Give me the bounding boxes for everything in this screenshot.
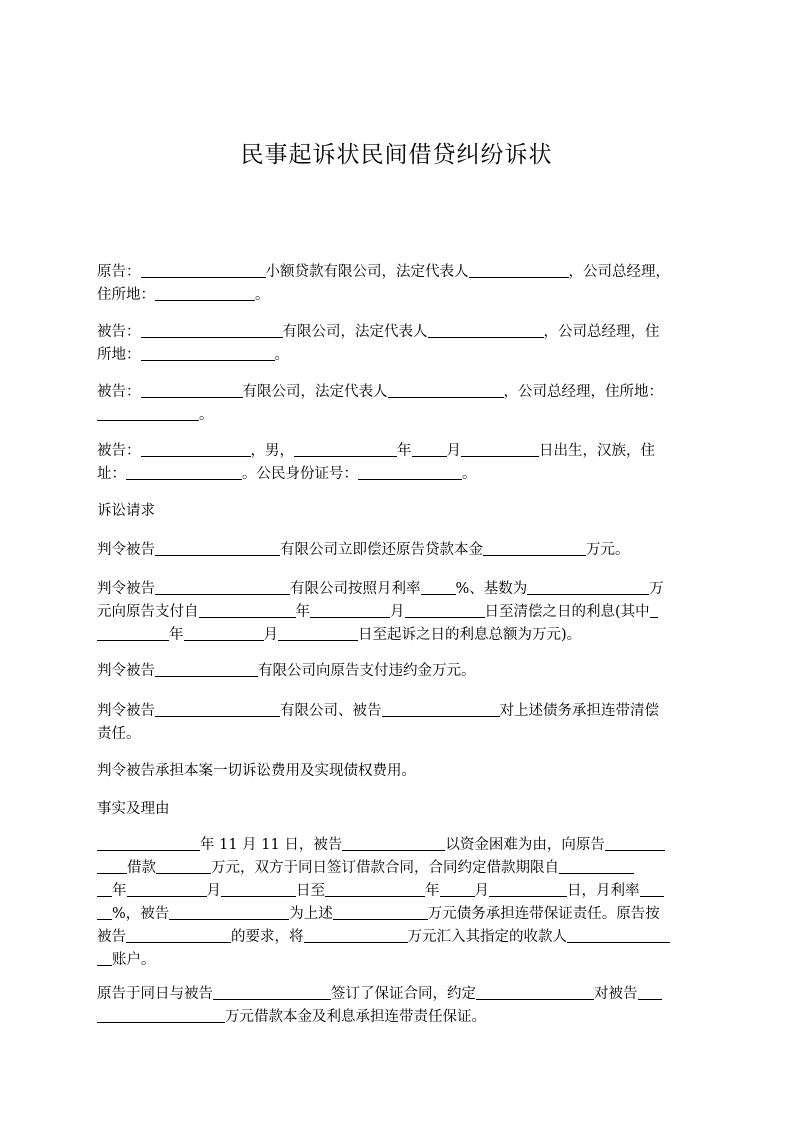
id-number-blank[interactable] [358, 464, 462, 480]
monthly-rate-blank[interactable] [421, 579, 456, 595]
fact-text: 万元借款本金及利息承担连带责任保证。 [225, 1009, 486, 1025]
claim-text: 责任。 [97, 726, 141, 742]
claim3-paragraph [97, 660, 697, 683]
defendant1-name-blank[interactable] [141, 322, 283, 338]
defendant3-name-blank[interactable] [141, 441, 251, 457]
defendant1-label: 被告： [97, 324, 141, 340]
defendant3-text: 日出生，汉族，住 [539, 443, 655, 459]
fact-text: %，被告 [112, 906, 170, 922]
birth-year-blank[interactable] [294, 441, 397, 457]
interest-note-blank[interactable] [650, 602, 658, 618]
rate-blank-cont[interactable] [97, 904, 112, 920]
section-heading: 事实及理由 [97, 801, 170, 817]
plaintiff-paragraph [97, 261, 697, 307]
claim-text: 判令被告 [97, 581, 155, 597]
term-start-day-blank[interactable] [221, 881, 296, 897]
term-start-month-blank[interactable] [127, 881, 207, 897]
claim5-paragraph [97, 760, 697, 783]
fact-plaintiff-blank-cont[interactable] [97, 858, 127, 874]
plaintiff-text: ，公司总经理， [568, 264, 670, 280]
fact-text: 日至 [296, 883, 325, 899]
claim-text: 判令被告 [97, 663, 155, 679]
defendant3-address-label: 址： [97, 466, 126, 482]
claim-text: 日至起诉之日的利息总额为万元)。 [358, 627, 582, 643]
claim4-guarantor-blank[interactable] [382, 701, 500, 717]
term-end-day-blank[interactable] [489, 881, 567, 897]
payee-blank[interactable] [567, 927, 670, 943]
plaintiff-text: 小额贷款有限公司，法定代表人 [265, 264, 469, 280]
term-start-blank-cont[interactable] [97, 881, 112, 897]
claim-text: 万元。 [586, 542, 630, 558]
interest-note-year-blank[interactable] [97, 625, 169, 641]
claim3-defendant-blank[interactable] [155, 661, 258, 677]
month-label: 月 [474, 883, 489, 899]
defendant2-representative-blank[interactable] [388, 382, 504, 398]
defendant2-text: 有限公司，法定代表人 [242, 384, 388, 400]
facts-heading [97, 798, 697, 821]
plaintiff-address-label: 住所地： [97, 287, 155, 303]
loan-year-blank[interactable] [97, 835, 200, 851]
term-start-blank[interactable] [559, 858, 634, 874]
punctuation: 。 [274, 347, 289, 363]
fact-text: 以资金困难为由，向原告 [445, 837, 605, 853]
fact2-paragraph [97, 983, 697, 1029]
defendant2-text: ，公司总经理，住所地： [503, 384, 663, 400]
defendant3-label: 被告： [97, 443, 141, 459]
term-end-year-blank[interactable] [325, 881, 425, 897]
fact-text: 万元汇入其指定的收款人 [407, 929, 567, 945]
document-title: 民事起诉状民间借贷纠纷诉状 [240, 142, 553, 168]
fact-text: 万元，双方于同日签订借款合同，合同约定借款期限自 [211, 860, 559, 876]
interest-start-year-blank[interactable] [199, 602, 296, 618]
claim2-paragraph [97, 578, 697, 647]
fact-text: 对被告 [594, 986, 638, 1002]
birth-month-blank[interactable] [412, 441, 447, 457]
fact-text: 借款 [127, 860, 156, 876]
claim-text: 万 [649, 581, 664, 597]
year-label: 年 [397, 443, 412, 459]
claim-text: 判令被告 [97, 703, 155, 719]
claim-text: 判令被告 [97, 542, 155, 558]
defendant1-address-blank[interactable] [141, 345, 275, 361]
transfer-amount-blank[interactable] [304, 927, 408, 943]
payee-blank-cont[interactable] [97, 950, 112, 966]
year-label: 年 [425, 883, 440, 899]
fact-plaintiff-blank[interactable] [605, 835, 665, 851]
defendant1-representative-blank[interactable] [428, 322, 544, 338]
defendant1-text: 有限公司，法定代表人 [282, 324, 428, 340]
guarantee-party-blank[interactable] [476, 984, 594, 1000]
claim-text: %、基数为 [455, 581, 528, 597]
claim-text: 有限公司立即偿还原告贷款本金 [280, 542, 483, 558]
interest-start-day-blank[interactable] [405, 602, 485, 618]
fact-text: 原告于同日与被告 [97, 986, 213, 1002]
guaranteed-defendant-blank[interactable] [638, 984, 662, 1000]
claim-text: 有限公司、被告 [280, 703, 382, 719]
month-label: 月 [390, 604, 405, 620]
claim-text: 判令被告承担本案一切诉讼费用及实现债权费用。 [97, 763, 416, 779]
plaintiff-name-blank[interactable] [141, 262, 266, 278]
requesting-defendant-blank[interactable] [126, 927, 231, 943]
defendant2-address-blank[interactable] [97, 405, 199, 421]
claim1-paragraph [97, 539, 697, 562]
fact-text: 日，月利率 [567, 883, 640, 899]
fact-defendant-blank[interactable] [342, 835, 445, 851]
claim-text: 有限公司向原告支付违约金万元。 [258, 663, 476, 679]
claim-text: 日至清偿之日的利息(其中 [484, 604, 650, 620]
defendant3-address-blank[interactable] [126, 464, 242, 480]
fact-text: 签订了保证合同，约定 [331, 986, 476, 1002]
fact-text: 的要求，将 [231, 929, 304, 945]
defendant1-paragraph [97, 321, 697, 367]
defendant3-paragraph [97, 440, 697, 486]
fact1-paragraph [97, 834, 697, 972]
claim-text: 元向原告支付自 [97, 604, 199, 620]
claim4-paragraph [97, 700, 697, 746]
claim-text: 对上述债务承担连带清偿 [499, 703, 659, 719]
loan-amount-blank[interactable] [156, 858, 211, 874]
defendant2-label: 被告： [97, 384, 141, 400]
punctuation: 。 [462, 466, 477, 482]
fact-text: 被告 [97, 929, 126, 945]
year-label: 年 [169, 627, 184, 643]
guaranteed-amount-blank[interactable] [97, 1007, 225, 1023]
rate-blank[interactable] [640, 881, 664, 897]
claim2-defendant-blank[interactable] [155, 579, 290, 595]
fact-text: 为上述 [289, 906, 333, 922]
month-label: 月 [446, 443, 461, 459]
defendant3-text: ，男， [250, 443, 294, 459]
claim4-defendant-blank[interactable] [155, 701, 280, 717]
fact-text: 万元债务承担连带保证责任。原告按 [427, 906, 660, 922]
month-label: 月 [263, 627, 278, 643]
term-end-month-blank[interactable] [440, 881, 475, 897]
section-heading: 诉讼请求 [97, 503, 155, 519]
month-label: 月 [206, 883, 221, 899]
punctuation: 。 [255, 287, 270, 303]
defendant1-text: ，公司总经理，住 [543, 324, 660, 340]
contract-guarantor-blank[interactable] [213, 984, 331, 1000]
principal-blank[interactable] [483, 540, 586, 556]
debt-amount-blank[interactable] [333, 904, 428, 920]
defendant2-name-blank[interactable] [141, 382, 243, 398]
base-amount-blank[interactable] [527, 579, 649, 595]
id-label: 。公民身份证号： [242, 466, 358, 482]
fact-text: 年 11 月 11 日，被告 [200, 837, 343, 853]
claims-heading [97, 500, 697, 523]
birth-day-blank[interactable] [461, 441, 539, 457]
claim-text: 有限公司按照月利率 [290, 581, 421, 597]
plaintiff-address-blank[interactable] [155, 285, 255, 301]
fact-text: 账户。 [112, 952, 156, 968]
defendant2-paragraph [97, 381, 697, 427]
plaintiff-representative-blank[interactable] [469, 262, 569, 278]
interest-note-month-blank[interactable] [184, 625, 264, 641]
guarantor-blank[interactable] [169, 904, 289, 920]
interest-start-month-blank[interactable] [310, 602, 390, 618]
punctuation: 。 [199, 407, 214, 423]
claim1-defendant-blank[interactable] [155, 540, 280, 556]
plaintiff-label: 原告： [97, 264, 141, 280]
interest-note-day-blank[interactable] [278, 625, 358, 641]
year-label: 年 [112, 883, 127, 899]
year-label: 年 [295, 604, 310, 620]
defendant1-address-label: 所地： [97, 347, 141, 363]
